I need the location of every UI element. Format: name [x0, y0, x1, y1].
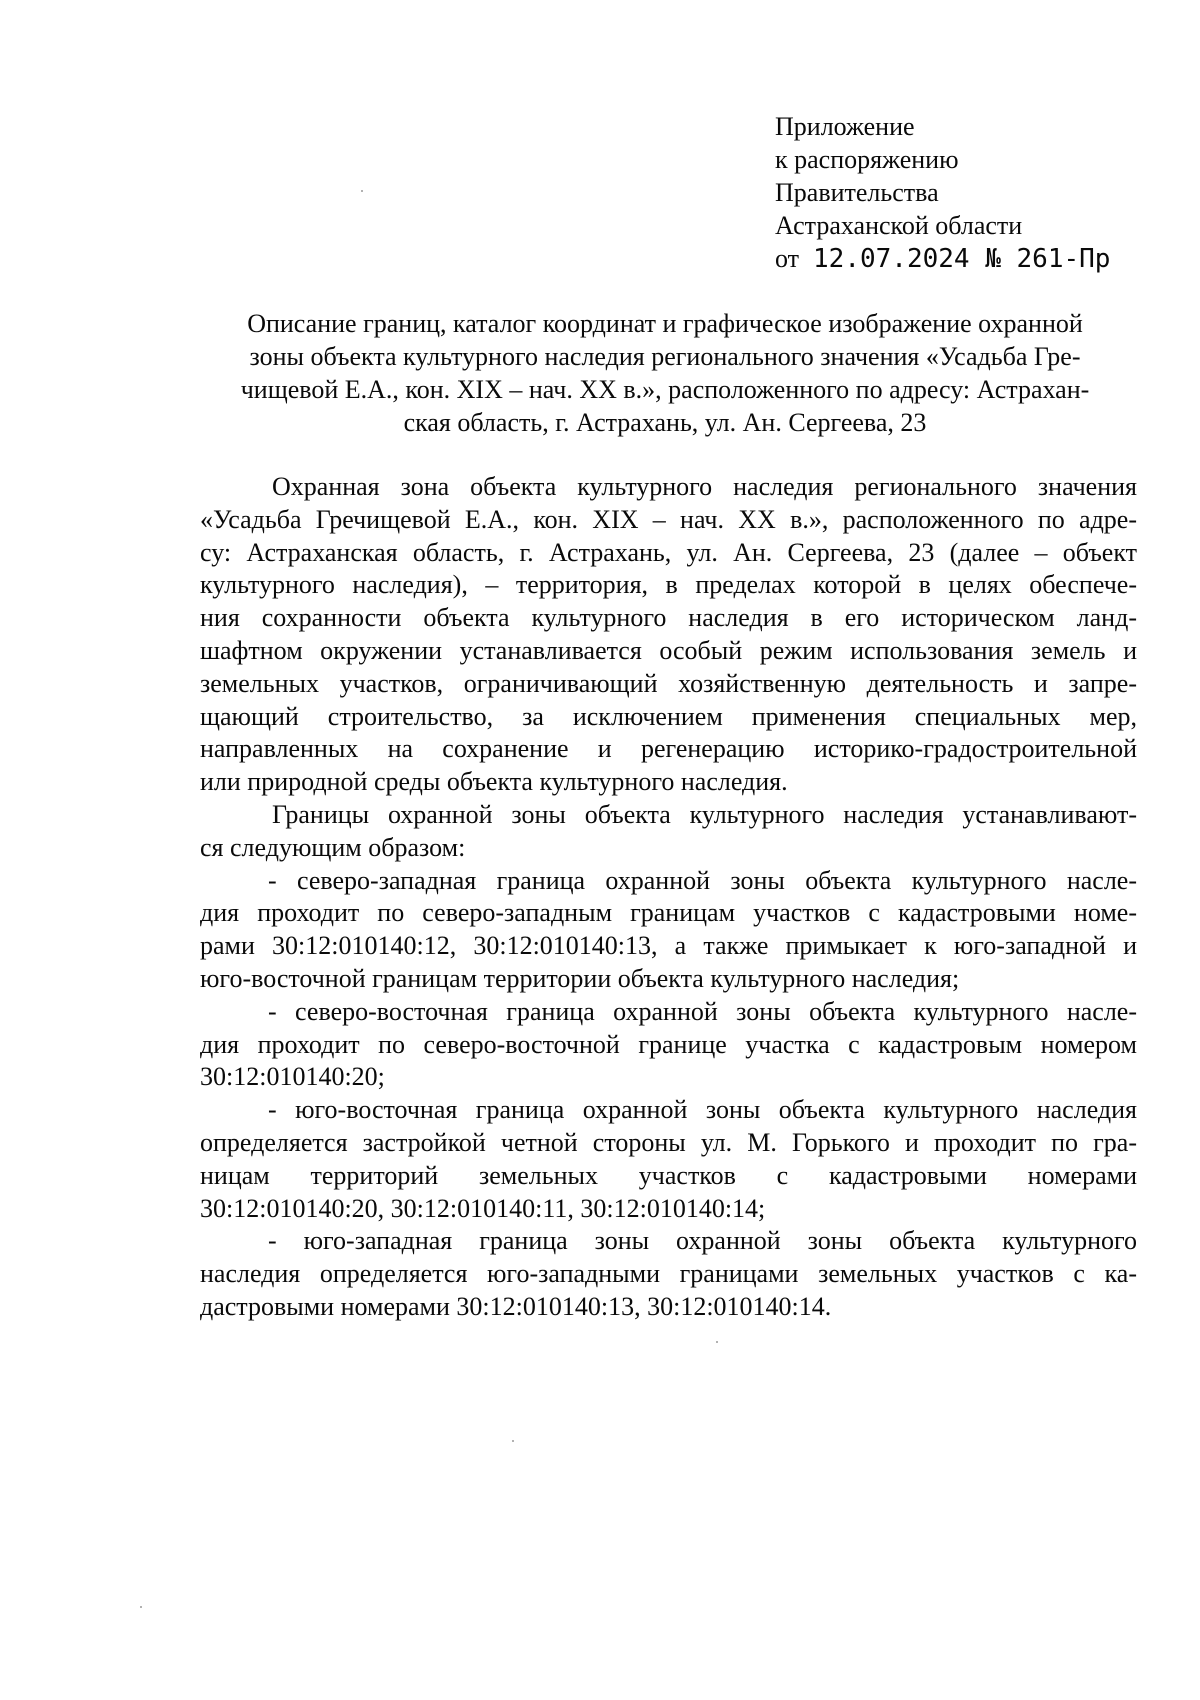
- body-line: ния сохранности объекта культурного наследия в его историческом ланд-: [200, 603, 1137, 633]
- body-line: или природной среды объекта культурного наследия.: [200, 767, 788, 797]
- scan-speck: [361, 190, 363, 192]
- appendix-line: Правительства: [775, 178, 939, 207]
- body-line: Границы охранной зоны объекта культурного наследия устанавливают-: [272, 799, 1137, 829]
- body-line: наследия определяется юго-западными границами земельных участков с ка-: [200, 1259, 1137, 1289]
- appendix-line: Приложение: [775, 112, 915, 141]
- body-line: - северо-западная граница охранной зоны объекта культурного насле-: [268, 865, 1137, 895]
- body-line: ницам территорий земельных участков с кадастровыми номерами: [200, 1160, 1137, 1190]
- body-line: дия проходит по северо-западным границам участков с кадастровыми номе-: [200, 898, 1137, 928]
- date-stamp: 12.07.2024 № 261-Пр: [813, 244, 1111, 274]
- body-line: щающий строительство, за исключением применения специальных мер,: [200, 701, 1137, 731]
- body-line: земельных участков, ограничивающий хозяйственную деятельность и запре-: [200, 668, 1137, 698]
- body-line: 30:12:010140:20, 30:12:010140:11, 30:12:010140:14;: [200, 1193, 766, 1223]
- title-line: зоны объекта культурного наследия регионального значения «Усадьба Гре-: [249, 342, 1081, 371]
- body-line: культурного наследия), – территория, в пределах которой в целях обеспече-: [200, 570, 1137, 600]
- body-line: су: Астраханская область, г. Астрахань, ул. Ан. Сергеева, 23 (далее – объект: [200, 537, 1137, 567]
- body-line: 30:12:010140:20;: [200, 1062, 385, 1092]
- body-line: шафтном окружении устанавливается особый режим использования земель и: [200, 635, 1137, 665]
- scan-speck: [140, 1606, 142, 1608]
- title-line: Описание границ, каталог координат и графическое изображение охранной: [247, 309, 1083, 338]
- body-line: дия проходит по северо-восточной границе участка с кадастровым номером: [200, 1029, 1137, 1059]
- scan-speck: [512, 1440, 514, 1442]
- body-line: «Усадьба Гречищевой Е.А., кон. XIX – нач. XX в.», расположенного по адре-: [200, 504, 1137, 534]
- date-prefix: от: [775, 244, 800, 273]
- body-line: - северо-восточная граница охранной зоны объекта культурного насле-: [268, 996, 1137, 1026]
- body-line: Охранная зона объекта культурного наследия регионального значения: [272, 472, 1137, 501]
- scan-speck: [716, 1341, 718, 1343]
- appendix-date-line: [775, 242, 1110, 276]
- body-line: направленных на сохранение и регенерацию историко-градостроительной: [200, 734, 1137, 764]
- document-body: [200, 471, 1137, 1324]
- body-line: ся следующим образом:: [200, 832, 466, 862]
- appendix-header: [775, 110, 1110, 276]
- body-line: юго-восточной границам территории объекта культурного наследия;: [200, 963, 960, 993]
- title-line: чищевой Е.А., кон. XIX – нач. XX в.», расположенного по адресу: Астрахан-: [240, 375, 1090, 404]
- body-line: определяется застройкой четной стороны ул. М. Горького и проходит по гра-: [200, 1127, 1137, 1157]
- document-title: [200, 307, 1130, 439]
- body-line: - юго-восточная граница охранной зоны объекта культурного наследия: [268, 1095, 1137, 1125]
- appendix-line: Астраханской области: [775, 211, 1023, 240]
- body-line: - юго-западная граница зоны охранной зоны объекта культурного: [268, 1226, 1137, 1256]
- body-line: рами 30:12:010140:12, 30:12:010140:13, а также примыкает к юго-западной и: [200, 931, 1137, 961]
- title-line: ская область, г. Астрахань, ул. Ан. Сергеева, 23: [403, 408, 927, 437]
- body-line: дастровыми номерами 30:12:010140:13, 30:12:010140:14.: [200, 1291, 832, 1321]
- appendix-line: к распоряжению: [775, 145, 959, 174]
